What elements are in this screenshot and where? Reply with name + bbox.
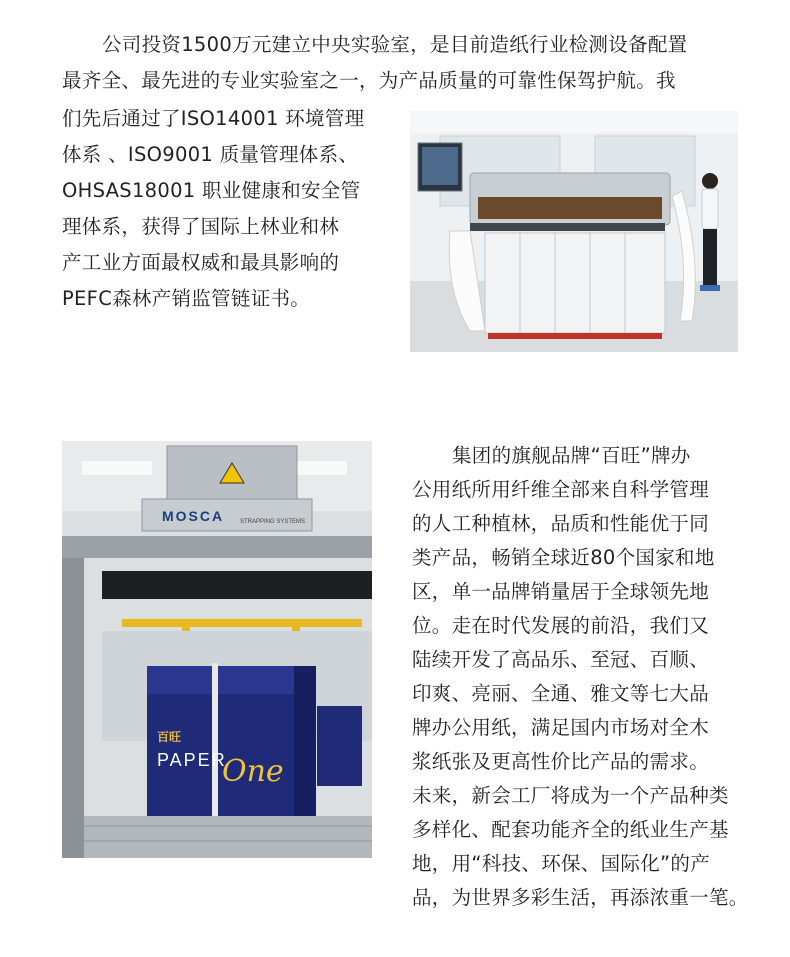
paper-packaging-line-photo <box>62 441 372 858</box>
text-line: 最齐全、最先进的专业实验室之一，为产品质量的可靠性保驾护航。我 <box>62 69 676 92</box>
text-line: 理体系，获得了国际上林业和林 <box>62 215 340 238</box>
text-line: 陆续开发了高品乐、至冠、百顺、 <box>412 648 710 671</box>
package-text: PAPER <box>157 750 227 770</box>
text-line: 类产品，畅销全球近80个国家和地 <box>412 546 715 569</box>
text-line: PEFC森林产销监管链证书。 <box>62 287 311 310</box>
text-line: 区，单一品牌销量居于全球领先地 <box>412 580 710 603</box>
text-line: 未来，新会工厂将成为一个产品种类 <box>412 784 729 807</box>
text-line: 的人工种植林，品质和性能优于同 <box>412 512 710 535</box>
text-line: 们先后通过了ISO14001 环境管理 <box>62 107 365 130</box>
text-line: 位。走在时代发展的前沿，我们又 <box>412 614 710 637</box>
text-line: 浆纸张及更高性价比产品的需求。 <box>412 750 710 773</box>
machine-subtitle: STRAPPING SYSTEMS <box>240 519 306 525</box>
laboratory-photo <box>410 111 738 352</box>
text-line: 品，为世界多彩生活，再添浓重一笔。 <box>412 886 749 909</box>
package-brand: 百旺 <box>157 730 182 744</box>
text-line: 牌办公用纸，满足国内市场对全木 <box>412 716 710 739</box>
machine-brand: MOSCA <box>162 508 225 524</box>
text-line: 公司投资1500万元建立中央实验室，是目前造纸行业检测设备配置 <box>102 33 688 56</box>
package-logo: One <box>222 754 284 789</box>
text-line: 印爽、亮丽、全通、雅文等七大品 <box>412 682 710 705</box>
text-line: 产工业方面最权威和最具影响的 <box>62 251 340 274</box>
text-line: 体系 、ISO9001 质量管理体系、 <box>62 143 359 166</box>
text-line: 多样化、配套功能齐全的纸业生产基 <box>412 818 729 841</box>
text-line: 地，用“科技、环保、国际化”的产 <box>412 852 711 875</box>
text-line: 集团的旗舰品牌“百旺”牌办 <box>452 444 691 467</box>
text-line: OHSAS18001 职业健康和安全管 <box>62 179 361 202</box>
text-line: 公用纸所用纤维全部来自科学管理 <box>412 478 710 501</box>
